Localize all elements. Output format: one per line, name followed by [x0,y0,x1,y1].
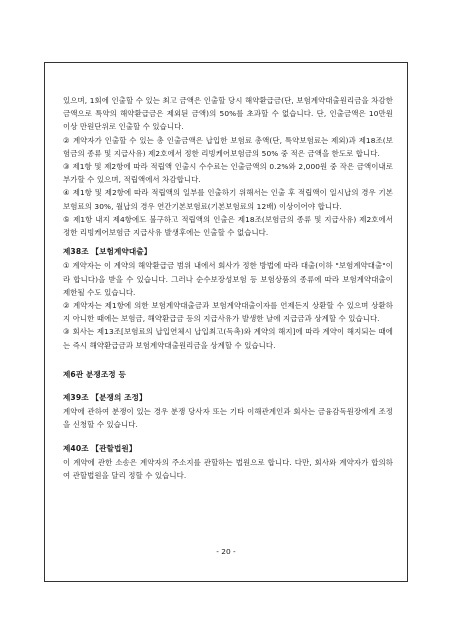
article-38-paragraph-3: ③ 회사는 제13조[보험료의 납입연체시 납입최고(독촉)와 계약의 해지]에 따라 계약이 해지되는 때에는 즉시 해약환급금과 보험계약대출원리금을 상계할 수 있습니다. [63,327,393,350]
article-40-paragraph: 이 계약에 관한 소송은 계약자의 주소지를 관할하는 법원으로 합니다. 다만, 회사와 계약자가 합의하여 관할법원을 달리 정할 수 있습니다. [63,457,393,481]
document-body [63,94,393,482]
paragraph-withdrawal-restriction: ⑤ 제1항 내지 제4항에도 불구하고 적립액의 인출은 제18조(보험금의 종류 및 지급사유) 제2호에서 정한 리빙케어보험금 지급사유 발생후에는 인출할 수 없습니다. [63,214,393,238]
page-number: - 20 - [216,547,236,556]
article-38-paragraph-2: ② 계약자는 제1항에 의한 보험계약대출금과 보험계약대출이자를 언제든지 상환할 수 있으며 상환하지 아니한 때에는 보험금, 해약환급금 등의 지급사유가 발생한 날에 지급금과 상계할 수 있습니다. [63,301,393,324]
article-39-title: 제39조 【분쟁의 조정】 [63,393,147,403]
paragraph-withdrawal-fee: ③ 제1항 및 제2항에 따라 적립액 인출시 수수료는 인출금액의 0.2%와 2,000원 중 작은 금액이내로 부가할 수 있으며, 적립액에서 차감합니다. [63,162,393,185]
paragraph-withdrawal-limit: 있으며, 1회에 인출할 수 있는 최고 금액은 인출할 당시 해약환급금(단, 보험계약대출원리금을 차감한 금액으로 특약의 해약환급금은 제외된 금액)의 50%를 초과할 수 없습니다. 단, 인출금액은 10만원 이상 만원단위로 인출할 수 있습니다. [63,96,393,132]
section-6-title: 제6관 분쟁조정 등 [63,369,126,379]
paragraph-minimum-balance: ④ 제1항 및 제2항에 따라 적립액의 일부를 인출하기 위해서는 인출 후 적립액이 일시납의 경우 기본보험료의 30%, 월납의 경우 연간기본보험료(기본보험료의 12배) 이상이어야 합니다. [63,188,393,211]
article-39-paragraph: 계약에 관하여 분쟁이 있는 경우 분쟁 당사자 또는 기타 이해관계인과 회사는 금융감독원장에게 조정을 신청할 수 있습니다. [63,407,393,430]
article-38-title: 제38조 【보험계약대출】 [63,247,152,257]
paragraph-total-withdrawal: ② 계약자가 인출할 수 있는 총 인출금액은 납입한 보험료 총액(단, 특약보험료는 제외)과 제18조(보험금의 종류 및 지급사유) 제2호에서 정한 리빙케어보험금의 50% 중 적은 금액을 한도로 합니다. [63,135,393,158]
article-38-paragraph-1: ① 계약자는 이 계약의 해약환급금 범위 내에서 회사가 정한 방법에 따라 대출(이하 "보험계약대출"이라 합니다)을 받을 수 있습니다. 그러나 순수보장성보험 등 보험상품의 종류에 따라 보험계약대출이 제한될 수도 있습니다. [63,261,393,297]
article-40-title: 제40조 【관할법원】 [63,443,137,453]
